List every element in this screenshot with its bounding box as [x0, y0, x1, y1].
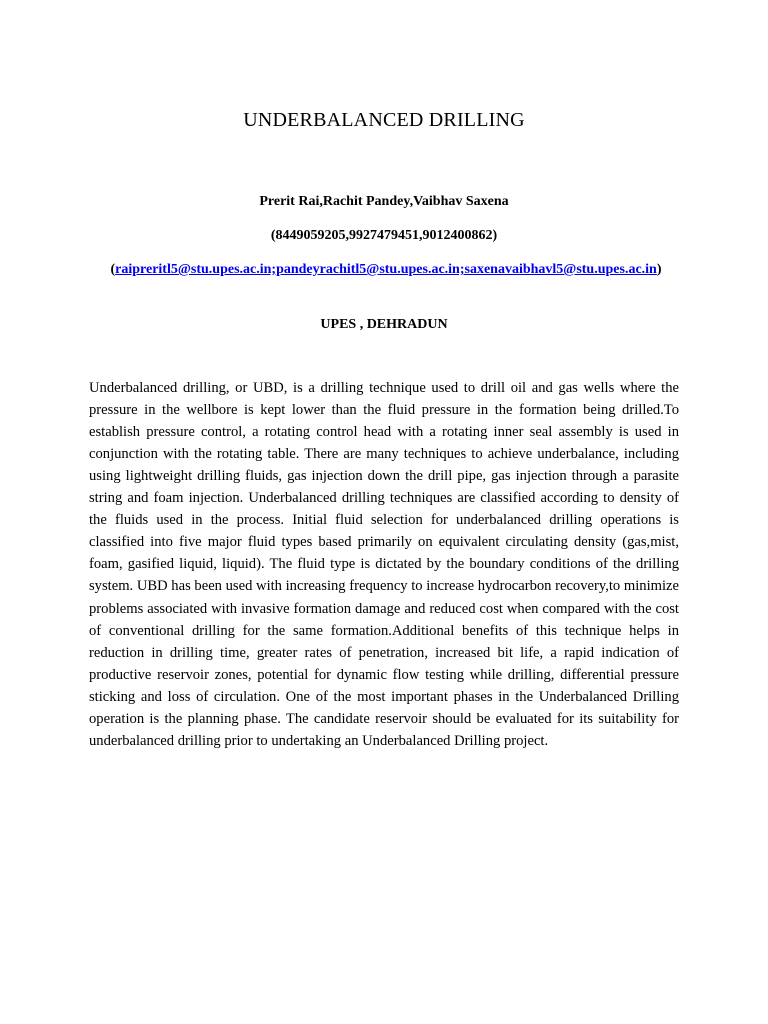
abstract-paragraph: Underbalanced drilling, or UBD, is a drilling technique used to drill oil and gas wells where the pressure in the wellbore is kept lower than the fluid pressure in the formation being drilled.To establish pressure control, a rotating control head with a rotating inner seal assembly is used in conjunction with the rotating table. There are many techniques to achieve underbalance, including using lightweight drilling fluids, gas injection down the drill pipe, gas injection through a parasite string and foam injection. Underbalanced drilling techniques are classified according to density of the fluids used in the process. Initial fluid selection for underbalanced drilling operations is classified into five major fluid types based primarily on equivalent circulating density (gas,mist, foam, gasified liquid, liquid). The fluid type is dictated by the boundary conditions of the drilling system. UBD has been used with increasing frequency to increase hydrocarbon recovery,to minimize problems associated with invasive formation damage and reduced cost when compared with the cost of conventional drilling for the same formation.Additional benefits of this technique helps in reduction in drilling time, greater rates of penetration, increased bit life, a rapid indication of productive reservoir zones, potential for dynamic flow testing while drilling, differential pressure sticking and loss of circulation. One of the most important phases in the Underbalanced Drilling operation is the planning phase. The candidate reservoir should be evaluated for its suitability for underbalanced drilling prior to undertaking an Underbalanced Drilling project.: [89, 379, 679, 750]
paper-title: UNDERBALANCED DRILLING: [243, 109, 525, 131]
author-list: Prerit Rai,Rachit Pandey,Vaibhav Saxena: [259, 194, 509, 209]
email-open-paren: (: [110, 262, 116, 277]
author-phone-numbers: (8449059205,9927479451,9012400862): [270, 228, 498, 243]
email-link[interactable]: raipreritl5@stu.upes.ac.in;pandeyrachitl5@stu.upes.ac.in;saxenavaibhavl5@stu.upes.ac.in: [115, 262, 657, 277]
author-emails: [88, 260, 684, 280]
email-close-paren: ): [656, 262, 662, 277]
affiliation: UPES , DEHRADUN: [320, 317, 448, 332]
